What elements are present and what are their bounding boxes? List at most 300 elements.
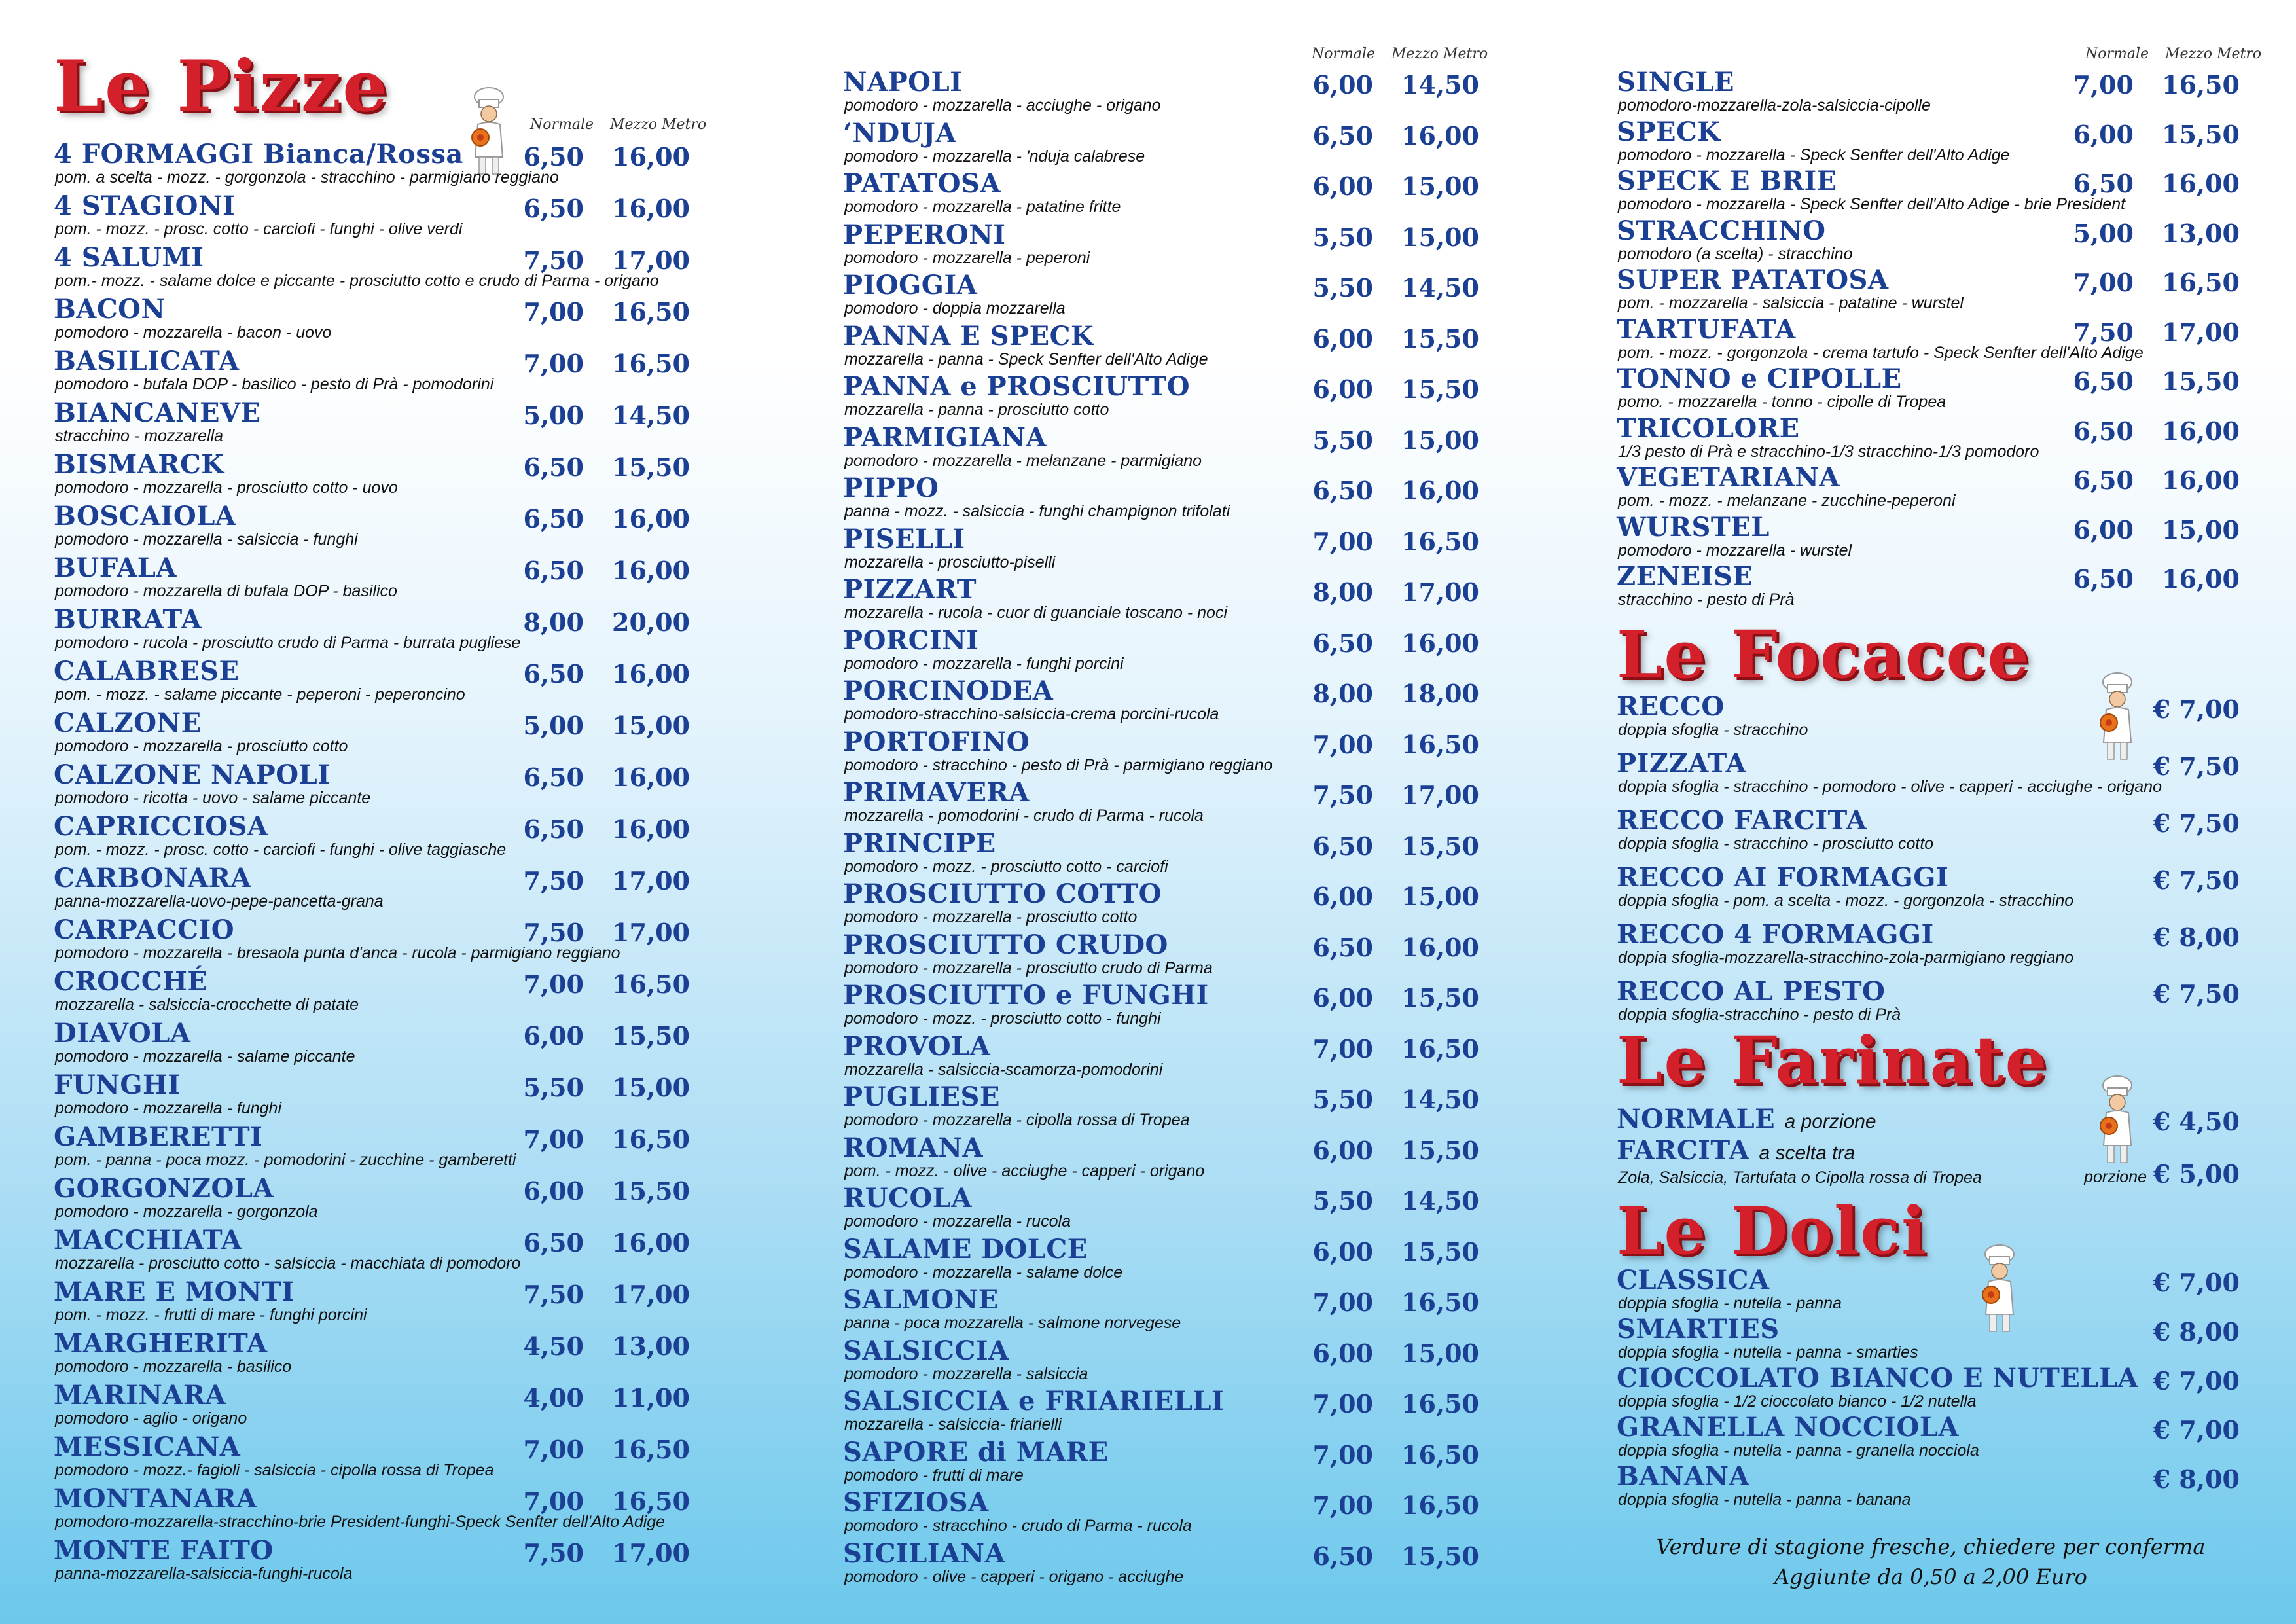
menu-item (1617, 167, 2245, 218)
price-mezzo-metro: 15,50 (1401, 374, 1479, 404)
price-mezzo-metro: 16,50 (612, 1487, 690, 1516)
header-mezzo-metro: Mezzo Metro (2165, 46, 2262, 62)
item-description: doppia sfoglia - nutella - panna - smarties (1618, 1343, 1918, 1362)
item-name: FUNGHI (54, 1070, 181, 1100)
item-description: pomo. - mozzarella - tonno - cipolle di Tropea (1618, 393, 1946, 411)
header-normale: Normale (2085, 46, 2149, 62)
price-mezzo-metro: 16,50 (612, 1435, 690, 1464)
item-name: PRINCIPE (843, 827, 996, 859)
menu-item (843, 1032, 1484, 1083)
item-description: stracchino - mozzarella (55, 427, 224, 445)
item-description: mozzarella - panna - prosciutto cotto (844, 401, 1109, 419)
item-name: BISMARCK (54, 449, 224, 480)
price-normale: 6,00 (1312, 1135, 1373, 1165)
item-name: BOSCAIOLA (54, 501, 236, 532)
item-description: mozzarella - salsiccia- friarielli (844, 1415, 1062, 1434)
price-mezzo-metro: 16,50 (1401, 729, 1479, 759)
item-name: CAPRICCIOSA (54, 811, 268, 842)
price-normale: 7,00 (1312, 1034, 1373, 1064)
menu-item (1617, 463, 2245, 514)
price-mezzo-metro: 15,00 (2162, 514, 2240, 545)
price-mezzo-metro: 15,50 (1401, 1135, 1479, 1165)
price-mezzo-metro: 15,50 (612, 1021, 690, 1051)
price-mezzo-metro: 16,50 (612, 349, 690, 378)
item-description: pomodoro-mozzarella-zola-salsiccia-cipolle (1618, 96, 1931, 115)
item-name: CLASSICA (1617, 1265, 1770, 1295)
item-price: € 7,00 (2153, 1366, 2240, 1396)
item-description: pomodoro - frutti di mare (844, 1466, 1024, 1485)
price-normale: 6,50 (523, 504, 584, 533)
item-name: SPECK E BRIE (1617, 166, 1837, 196)
item-name: 4 SALUMI (54, 242, 204, 273)
item-name: CARBONARA (54, 863, 251, 893)
menu-item (843, 575, 1484, 626)
menu-item (1617, 513, 2245, 564)
price-mezzo-metro: 16,50 (612, 1125, 690, 1154)
price-normale: 6,50 (523, 659, 584, 689)
price-normale: 6,50 (1312, 476, 1373, 505)
item-name: 4 FORMAGGI Bianca/Rossa (54, 139, 463, 170)
item-description: panna-mozzarella-uovo-pepe-pancetta-grana (55, 892, 384, 911)
item-price: € 8,00 (2153, 1464, 2240, 1494)
item-description: pomodoro - mozzarella di bufala DOP - basilico (55, 582, 397, 600)
price-mezzo-metro: 16,50 (1401, 1439, 1479, 1470)
item-description: pomodoro - mozzarella - salsiccia - funghi (55, 530, 358, 549)
menu-item (843, 677, 1484, 728)
item-description: pomodoro - stracchino - pesto di Prà - parmigiano reggiano (844, 755, 1273, 774)
item-price: € 8,00 (2153, 1317, 2240, 1346)
item-description: pomodoro - mozzarella - cipolla rossa di Tropea (844, 1111, 1190, 1129)
price-mezzo-metro: 15,00 (1401, 882, 1479, 911)
menu-item (54, 1019, 695, 1070)
menu-item (54, 761, 695, 812)
price-normale: 7,50 (523, 866, 584, 895)
price-mezzo-metro: 16,50 (1401, 1288, 1479, 1317)
item-description: pomodoro - doppia mozzarella (844, 299, 1066, 317)
price-normale: 7,50 (523, 918, 584, 947)
item-name: CALZONE NAPOLI (54, 759, 331, 790)
menu-item (54, 1536, 695, 1587)
price-normale: 7,00 (1312, 1288, 1373, 1317)
menu-item (1617, 1315, 2245, 1366)
price-mezzo-metro: 16,00 (2162, 465, 2240, 495)
item-name: BANANA (1617, 1461, 1750, 1492)
menu-item (54, 1381, 695, 1432)
item-description: pomodoro - mozzarella - peperoni (844, 248, 1090, 267)
item-description: pomodoro - mozzarella - salame piccante (55, 1047, 355, 1066)
price-mezzo-metro: 16,50 (2162, 70, 2240, 99)
item-suffix: a porzione (1784, 1111, 1876, 1132)
item-description: pomodoro - mozzarella - patatine fritte (844, 198, 1121, 216)
item-description: pomodoro - mozzarella - Speck Senfter dell'Alto Adige - brie President (1618, 195, 2126, 213)
item-description: doppia sfoglia - nutella - panna - granella nocciola (1618, 1441, 1979, 1460)
menu-item (843, 1387, 1484, 1438)
item-name: DIAVOLA (54, 1018, 191, 1049)
item-description: pomodoro - mozzarella - melanzane - parmigiano (844, 451, 1202, 470)
price-mezzo-metro: 17,00 (2162, 317, 2240, 347)
item-name: BACON (54, 294, 166, 325)
price-normale: 6,00 (1312, 323, 1373, 353)
menu-item (54, 657, 695, 708)
header-normale: Normale (530, 117, 594, 133)
item-name: PORCINI (843, 624, 979, 656)
price-mezzo-metro: 16,50 (1401, 1490, 1479, 1520)
item-name: NORMALE (1617, 1104, 1776, 1134)
item-suffix: a scelta tra (1759, 1142, 1856, 1164)
price-normale: 6,50 (2073, 465, 2134, 495)
item-description: mozzarella - panna - Speck Senfter dell'Alto Adige (844, 350, 1208, 369)
menu-item (843, 778, 1484, 829)
price-normale: 5,50 (1312, 222, 1373, 252)
item-name: SALAME DOLCE (843, 1233, 1088, 1265)
price-normale: 6,00 (1312, 1338, 1373, 1368)
menu-item (1617, 1462, 2245, 1513)
price-normale: 8,00 (1312, 577, 1373, 607)
price-mezzo-metro: 15,00 (1401, 1338, 1479, 1368)
price-normale: 6,00 (2073, 119, 2134, 149)
price-normale: 6,50 (523, 1228, 584, 1257)
menu-item (54, 1278, 695, 1329)
price-mezzo-metro: 16,00 (612, 142, 690, 171)
price-normale: 7,50 (523, 245, 584, 275)
menu-item (54, 450, 695, 501)
price-normale: 7,50 (2073, 317, 2134, 347)
item-name: SPECK (1617, 116, 1721, 147)
price-mezzo-metro: 16,00 (612, 659, 690, 689)
price-normale: 5,00 (523, 401, 584, 430)
menu-item (843, 221, 1484, 272)
menu-item (843, 1083, 1484, 1134)
item-description: doppia sfoglia - nutella - panna (1618, 1294, 1842, 1312)
item-name: ZENEISE (1617, 561, 1753, 592)
item-name: TONNO e CIPOLLE (1617, 363, 1902, 394)
price-mezzo-metro: 16,00 (1401, 932, 1479, 962)
price-mezzo-metro: 17,00 (612, 1538, 690, 1568)
item-description: pomodoro - mozz. - prosciutto cotto - funghi (844, 1009, 1161, 1028)
item-name: PORTOFINO (843, 726, 1030, 757)
menu-item (54, 1485, 695, 1536)
price-normale: 7,00 (1312, 1490, 1373, 1520)
item-name: TARTUFATA (1617, 314, 1796, 345)
price-mezzo-metro: 17,00 (1401, 780, 1479, 810)
menu-item (843, 1489, 1484, 1540)
menu-item (1617, 68, 2245, 119)
price-normale: 7,00 (523, 969, 584, 999)
item-name: PUGLIESE (843, 1081, 1000, 1112)
item-name: SAPORE di MARE (843, 1436, 1109, 1468)
item-name: GORGONZOLA (54, 1173, 274, 1204)
item-name: GRANELLA NOCCIOLA (1617, 1412, 1959, 1443)
item-name: RECCO 4 FORMAGGI (1617, 919, 1934, 950)
item-name: MARGHERITA (54, 1328, 268, 1359)
item-description: pomodoro - mozzarella - prosciutto cotto - uovo (55, 478, 398, 497)
item-name: PIOGGIA (843, 270, 978, 300)
price-normale: 6,50 (523, 763, 584, 792)
menu-item (54, 1123, 695, 1174)
item-name: MARINARA (54, 1380, 226, 1411)
menu-item (843, 1337, 1484, 1388)
price-mezzo-metro: 20,00 (612, 607, 690, 637)
menu-item (1617, 1364, 2245, 1415)
price-normale: 7,50 (523, 1538, 584, 1568)
item-description: pom. - panna - poca mozz. - pomodorini - zucchine - gamberetti (55, 1151, 516, 1169)
item-name: SUPER PATATOSA (1617, 264, 1889, 295)
price-mezzo-metro: 13,00 (612, 1331, 690, 1361)
item-description: pomodoro - mozzarella - rucola (844, 1212, 1071, 1231)
menu-item (1617, 414, 2245, 465)
item-description: Zola, Salsiccia, Tartufata o Cipolla rossa di Tropea (1618, 1168, 1982, 1187)
menu-item (54, 812, 695, 863)
item-description: pomodoro - stracchino - crudo di Parma - rucola (844, 1517, 1192, 1535)
price-mezzo-metro: 14,50 (1401, 70, 1479, 99)
item-name: MACCHIATA (54, 1225, 242, 1255)
price-normale: 7,00 (1312, 729, 1373, 759)
price-normale: 6,50 (523, 142, 584, 171)
menu-item (54, 502, 695, 553)
menu-item (1617, 562, 2245, 613)
price-normale: 5,50 (1312, 273, 1373, 302)
price-normale: 7,00 (1312, 1439, 1373, 1470)
item-description: mozzarella - prosciutto-piselli (844, 552, 1056, 571)
price-mezzo-metro: 16,50 (2162, 268, 2240, 297)
menu-item (843, 170, 1484, 221)
price-normale: 6,50 (523, 556, 584, 585)
item-name: STRACCHINO (1617, 215, 1826, 246)
price-mezzo-metro: 17,00 (612, 918, 690, 947)
menu-item (843, 525, 1484, 576)
price-normale: 6,00 (1312, 983, 1373, 1013)
item-name: SALMONE (843, 1284, 999, 1315)
item-description: pomodoro - mozzarella - acciughe - origano (844, 96, 1161, 115)
menu-item (843, 931, 1484, 982)
item-description: panna-mozzarella-salsiccia-funghi-rucola (55, 1564, 353, 1583)
item-name: MONTANARA (54, 1483, 257, 1514)
item-description: pomodoro - mozzarella - funghi porcini (844, 654, 1124, 673)
price-mezzo-metro: 16,00 (612, 1228, 690, 1257)
item-name: SINGLE (1617, 67, 1734, 98)
menu-item (843, 424, 1484, 475)
item-price: € 7,50 (2153, 865, 2240, 895)
price-mezzo-metro: 16,00 (2162, 564, 2240, 594)
menu-item (54, 399, 695, 450)
menu-item (843, 271, 1484, 322)
menu-item (54, 1329, 695, 1380)
item-description: pomodoro - mozzarella - salsiccia (844, 1364, 1088, 1383)
item-name: PEPERONI (843, 219, 1006, 250)
price-normale: 6,50 (1312, 1541, 1373, 1571)
item-name: PORCINODEA (843, 676, 1054, 706)
item-name: PROSCIUTTO CRUDO (843, 929, 1168, 960)
item-name: TRICOLORE (1617, 412, 1800, 444)
price-normale: 6,50 (1312, 932, 1373, 962)
menu-item (843, 119, 1484, 170)
price-normale: 5,50 (1312, 1085, 1373, 1114)
item-description: panna - mozz. - salsiccia - funghi champignon trifolati (844, 502, 1230, 520)
menu-item (843, 322, 1484, 373)
price-mezzo-metro: 13,00 (2162, 218, 2240, 248)
price-mezzo-metro: 15,50 (612, 1176, 690, 1206)
price-mezzo-metro: 18,00 (1401, 679, 1479, 708)
item-description: stracchino - pesto di Prà (1618, 590, 1795, 609)
price-mezzo-metro: 16,00 (2162, 416, 2240, 446)
price-mezzo-metro: 16,50 (612, 297, 690, 327)
menu-item (1617, 217, 2245, 268)
item-description: pomodoro - mozzarella - salame dolce (844, 1263, 1123, 1282)
item-price: € 7,50 (2153, 751, 2240, 781)
item-description: pomodoro - mozzarella - bacon - uovo (55, 323, 332, 342)
footer-note-aggiunte: Aggiunte da 0,50 a 2,00 Euro (1774, 1564, 2087, 1589)
price-normale: 6,50 (2073, 564, 2134, 594)
menu-item (843, 474, 1484, 525)
item-name: SALSICCIA e FRIARIELLI (843, 1386, 1225, 1416)
header-mezzo-metro: Mezzo Metro (1391, 46, 1488, 62)
price-mezzo-metro: 15,00 (612, 1073, 690, 1102)
price-mezzo-metro: 15,50 (1401, 1541, 1479, 1571)
price-mezzo-metro: 16,00 (1401, 476, 1479, 505)
item-price: € 4,50 (2153, 1107, 2240, 1136)
price-mezzo-metro: 14,50 (1401, 1085, 1479, 1114)
price-normale: 7,00 (523, 297, 584, 327)
item-name: NAPOLI (843, 67, 963, 98)
price-mezzo-metro: 16,50 (612, 969, 690, 999)
price-mezzo-metro: 17,00 (612, 245, 690, 275)
section-title-dolci: Le Dolci (1617, 1192, 1928, 1269)
price-normale: 5,00 (2073, 218, 2134, 248)
item-name: RUCOLA (843, 1183, 972, 1214)
price-mezzo-metro: 16,00 (612, 504, 690, 533)
item-description: pomodoro - mozzarella - Speck Senfter dell'Alto Adige (1618, 145, 2010, 164)
menu-item (1617, 365, 2245, 416)
header-normale: Normale (1312, 46, 1376, 62)
price-normale: 7,00 (523, 349, 584, 378)
item-name: BASILICATA (54, 346, 240, 376)
price-mezzo-metro: 15,50 (1401, 323, 1479, 353)
item-description: doppia sfoglia - nutella - panna - banana (1618, 1490, 1911, 1509)
price-normale: 5,50 (1312, 1186, 1373, 1216)
item-price: € 7,00 (2153, 1415, 2240, 1445)
item-description: pom. - mozz. - salame piccante - peperoni - peperoncino (55, 685, 465, 704)
price-mezzo-metro: 16,00 (612, 556, 690, 585)
item-description: doppia sfoglia - stracchino - pomodoro - olive - capperi - acciughe - origano (1618, 778, 2162, 796)
menu-item (54, 554, 695, 605)
menu-item (843, 68, 1484, 119)
item-description: pom. - mozz. - melanzane - zucchine-peperoni (1618, 492, 1956, 510)
item-name: PANNA e PROSCIUTTO (843, 371, 1191, 402)
menu-item (54, 347, 695, 398)
price-mezzo-metro: 16,50 (1401, 1389, 1479, 1418)
menu-item (843, 1438, 1484, 1489)
item-description: pomodoro - mozzarella - 'nduja calabrese (844, 147, 1145, 166)
menu-item (843, 626, 1484, 677)
menu-item (843, 829, 1484, 880)
item-price: € 7,00 (2153, 695, 2240, 724)
item-description: pomodoro - rucola - prosciutto crudo di Parma - burrata pugliese (55, 634, 521, 652)
item-description: mozzarella - pomodorini - crudo di Parma - rucola (844, 806, 1204, 825)
menu-item (843, 1235, 1484, 1286)
price-mezzo-metro: 15,00 (612, 711, 690, 740)
price-normale: 8,00 (523, 607, 584, 637)
item-description: pom.- mozz. - salame dolce e piccante - prosciutto cotto e crudo di Parma - origano (55, 272, 659, 290)
item-name: ROMANA (843, 1132, 983, 1163)
item-description: pomodoro - mozzarella - bresaola punta d'anca - rucola - parmigiano reggiano (55, 944, 620, 962)
item-description: pom. a scelta - mozz. - gorgonzola - stracchino - parmigiano reggiano (55, 168, 559, 187)
item-name: MONTE FAITO (54, 1535, 274, 1566)
item-description: pomodoro - mozzarella - wurstel (1618, 541, 1852, 560)
menu-item (54, 295, 695, 346)
price-mezzo-metro: 17,00 (1401, 577, 1479, 607)
price-normale: 7,50 (523, 1280, 584, 1309)
item-description: panna - poca mozzarella - salmone norvegese (844, 1314, 1181, 1332)
item-description: pomodoro-mozzarella-stracchino-brie President-funghi-Speck Senfter dell'Alto Adige (55, 1513, 666, 1531)
menu-item (54, 967, 695, 1019)
price-mezzo-metro: 15,50 (1401, 1236, 1479, 1267)
price-normale: 7,00 (523, 1435, 584, 1464)
price-mezzo-metro: 14,50 (1401, 1186, 1479, 1216)
price-mezzo-metro: 15,00 (1401, 222, 1479, 252)
item-name: RECCO AL PESTO (1617, 976, 1886, 1007)
header-mezzo-metro: Mezzo Metro (610, 117, 707, 133)
item-name: SALSICCIA (843, 1335, 1009, 1366)
item-name: PARMIGIANA (843, 422, 1047, 453)
menu-item (54, 1433, 695, 1484)
menu-item (1617, 863, 2245, 914)
item-description: pomodoro - mozzarella - funghi (55, 1099, 281, 1117)
price-normale: 6,00 (523, 1021, 584, 1051)
item-description: mozzarella - salsiccia-scamorza-pomodorini (844, 1060, 1163, 1079)
menu-item (1617, 316, 2245, 367)
menu-item (54, 916, 695, 967)
item-name: PISELLI (843, 523, 965, 554)
item-description: pomodoro (a scelta) - stracchino (1618, 244, 1853, 263)
menu-item (1617, 920, 2245, 971)
item-price: € 7,50 (2153, 979, 2240, 1009)
item-description: pom. - mozz. - gorgonzola - crema tartufo - Speck Senfter dell'Alto Adige (1618, 343, 2144, 362)
menu-item (1617, 749, 2245, 801)
menu-item (843, 880, 1484, 931)
item-name: PANNA E SPECK (843, 320, 1094, 352)
menu-item (843, 981, 1484, 1032)
price-normale: 7,00 (2073, 70, 2134, 99)
price-normale: 6,50 (1312, 628, 1373, 658)
item-name: CALZONE (54, 708, 202, 738)
item-name: PATATOSA (843, 168, 1001, 199)
price-normale: 5,50 (523, 1073, 584, 1102)
menu-item (843, 728, 1484, 779)
price-normale: 6,00 (1312, 171, 1373, 201)
item-name: SMARTIES (1617, 1314, 1780, 1344)
price-mezzo-metro: 16,00 (1401, 120, 1479, 151)
price-normale: 7,00 (1312, 526, 1373, 556)
price-mezzo-metro: 16,00 (612, 814, 690, 844)
menu-item (54, 864, 695, 915)
menu-item (1617, 266, 2245, 317)
menu-item (843, 372, 1484, 424)
price-normale: 6,50 (2073, 169, 2134, 198)
item-description: pomodoro - mozz. - prosciutto cotto - carciofi (844, 857, 1168, 876)
item-name: BURRATA (54, 604, 202, 635)
price-mezzo-metro: 15,00 (1401, 171, 1479, 201)
item-description: pomodoro - olive - capperi - origano - acciughe (844, 1567, 1184, 1586)
item-name: PIZZATA (1617, 748, 1747, 779)
price-normale: 4,00 (523, 1383, 584, 1413)
item-name: PRIMAVERA (843, 777, 1030, 808)
menu-item (1617, 1266, 2245, 1317)
item-porzione: porzione (2084, 1168, 2147, 1186)
price-normale: 4,50 (523, 1331, 584, 1361)
item-description: pomodoro-stracchino-salsiccia-crema porcini-rucola (844, 705, 1219, 723)
price-normale: 6,50 (2073, 416, 2134, 446)
item-description: doppia sfoglia - stracchino (1618, 721, 1808, 739)
